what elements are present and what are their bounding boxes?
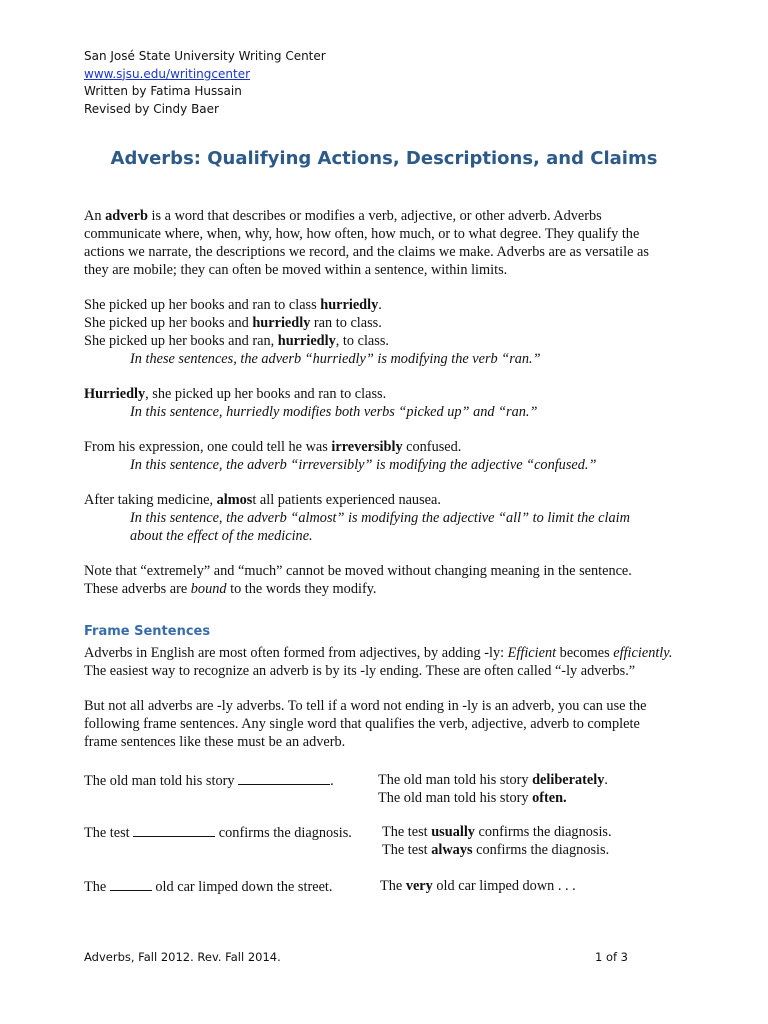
revised-line: Revised by Cindy Baer xyxy=(84,101,219,116)
frame-intro-paragraph: But not all adverbs are -ly adverbs. To tell if a word not ending in -ly is an adverb, you can use the following frame sentences. Any single word that qualifies the verb, adjective, adverb to complete frame sentences like these must be an adverb. xyxy=(84,698,647,750)
frame-sentence-1: The old man told his story . The old man told his story deliberately. The old man told his story often. xyxy=(84,772,608,806)
frame-sentence-2: The test confirms the diagnosis. The test usually confirms the diagnosis. The test always confirms the diagnosis. xyxy=(84,824,612,858)
bound-note: These adverbs are bound to the words they modify. xyxy=(84,581,377,597)
blank-line xyxy=(110,877,152,891)
adverb-term: adverb xyxy=(105,208,148,224)
example-note: In this sentence, the adverb “almost” is modifying the adjective “all” to limit the claim xyxy=(130,510,630,526)
org-name: San José State University Writing Center xyxy=(84,49,326,63)
bound-note: Note that “extremely” and “much” cannot be moved without changing meaning in the sentence. xyxy=(84,563,632,579)
example-note: In this sentence, the adverb “irreversibly” is modifying the adjective “confused.” xyxy=(130,457,597,473)
writing-center-link[interactable]: www.sjsu.edu/writingcenter xyxy=(84,66,251,81)
example-note: about the effect of the medicine. xyxy=(130,528,313,544)
document-header xyxy=(84,48,326,118)
example-note: In these sentences, the adverb “hurriedly” is modifying the verb “ran.” xyxy=(130,351,541,367)
blank-line xyxy=(133,823,215,837)
page-title: Adverbs: Qualifying Actions, Descriptions, and Claims xyxy=(110,148,658,169)
frame-sentences-heading: Frame Sentences xyxy=(84,624,211,639)
footer-revision: Adverbs, Fall 2012. Rev. Fall 2014. xyxy=(84,950,281,964)
example-sentence: She picked up her books and ran, hurriedly, to class. xyxy=(84,333,389,349)
example-sentence: Hurriedly, she picked up her books and ran to class. xyxy=(84,386,387,402)
intro-paragraph: An adverb is a word that describes or modifies a verb, adjective, or other adverb. Adverbs communicate where, when, why, how, how often, how much, or to what degree. They qualify the actions we narrate, the descriptions we record, and the claims we make. Adverbs are as versatile as they are mobile; they can often be moved within a sentence, within limits. xyxy=(84,208,649,278)
example-sentence: From his expression, one could tell he was irreversibly confused. xyxy=(84,439,462,455)
frame-intro-paragraph: Adverbs in English are most often formed from adjectives, by adding -ly: Efficient becomes efficiently. The easiest way to recognize an adverb is by its -ly ending. These are often called “-ly adverbs.” xyxy=(84,645,673,679)
document-body xyxy=(84,207,674,913)
example-note: In this sentence, hurriedly modifies both verbs “picked up” and “ran.” xyxy=(130,404,538,420)
blank-line xyxy=(238,771,330,785)
author-line: Written by Fatima Hussain xyxy=(84,84,242,98)
page-number: 1 of 3 xyxy=(594,950,628,964)
example-sentence: She picked up her books and ran to class hurriedly. xyxy=(84,297,382,313)
example-sentence: After taking medicine, almost all patients experienced nausea. xyxy=(84,492,441,508)
example-sentence: She picked up her books and hurriedly ran to class. xyxy=(84,315,382,331)
page-footer xyxy=(84,950,628,964)
frame-sentence-3: The old car limped down the street. The very old car limped down . . . xyxy=(84,878,576,895)
